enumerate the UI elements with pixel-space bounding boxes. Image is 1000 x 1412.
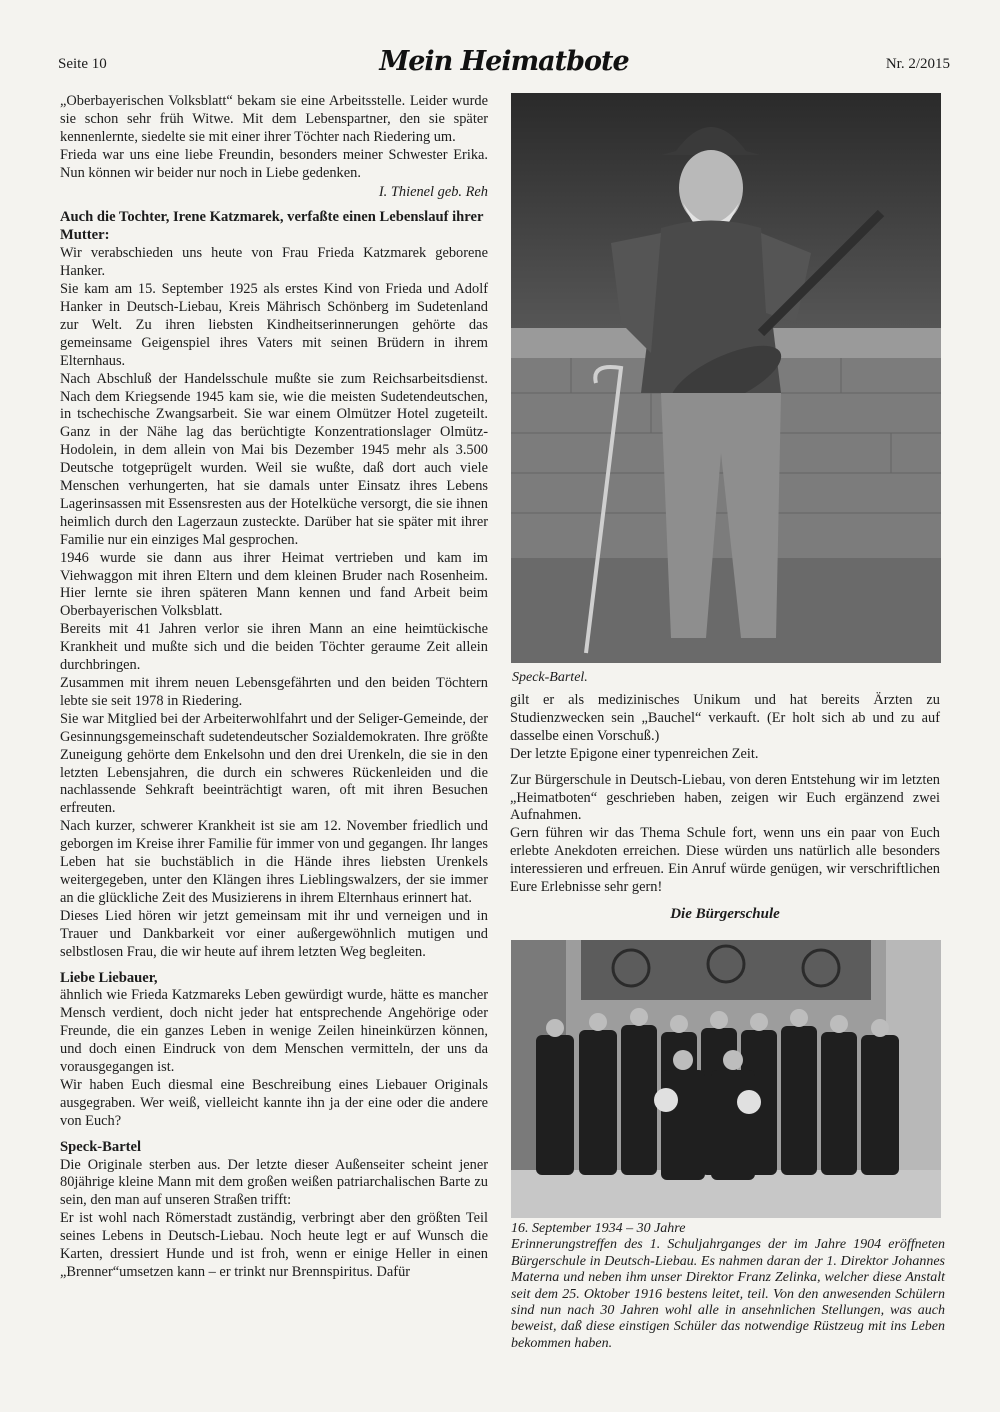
left-column bbox=[60, 93, 488, 1282]
caption-date: 16. September 1934 – 30 Jahre bbox=[511, 1221, 686, 1236]
signature: I. Thienel geb. Reh bbox=[378, 183, 488, 200]
right-column bbox=[510, 692, 940, 924]
paragraph: „Oberbayerischen Volksblatt“ bekam sie eine Arbeitsstelle. Leider wurde sie schon sehr früh Witwe. Mit dem Lebenspartner, den sie später kennenlernte, siedelte sie mit einer ihrer Töchter nach Riedering um. bbox=[60, 93, 488, 145]
masthead-logo: Mein Heimatbote bbox=[379, 46, 629, 77]
page-header bbox=[58, 46, 950, 86]
paragraph: Nach kurzer, schwerer Krankheit ist sie am 12. November friedlich und geborgen im Kreise ihrer Familie für immer von und gegangen. Ihr langes Leben hat sie buchstäblich in die Hände ihres liebsten Urenkels weitergegeben, unter den Klängen ihres Lieblingswalzers, der sie immer an die glückliche Zeit des Musizierens in ihrem Elternhaus erinnert hat. bbox=[60, 818, 488, 906]
paragraph: Der letzte Epigone einer typenreichen Zeit. bbox=[510, 745, 759, 762]
paragraph: Sie kam am 15. September 1925 als erstes Kind von Frieda und Adolf Hanker in Deutsch-Liebau, Kreis Mährisch Schönberg im Sudetenland zur Welt. Zu ihren liebsten Kindheitserinnerungen gehörte das gemeinsame Geigenspiel ihres Vaters mit seinen Brüdern in ihrem Elternhaus. bbox=[60, 281, 488, 369]
paragraph: gilt er als medizinisches Unikum und hat bereits Ärzten zu Studienzwecken sein „Bauchel“ verkauft. (Er holt sich ab und zu auf dasselbe einen Vorschuß.) bbox=[510, 692, 940, 744]
paragraph: Bereits mit 41 Jahren verlor sie ihren Mann an eine heimtückische Krankheit und mußte sich und die beiden Töchter geraume Zeit allein durchbringen. bbox=[60, 621, 488, 674]
paragraph: Die Originale sterben aus. Der letzte dieser Außenseiter scheint jener 80jährige kleine Mann mit dem großen weißen patriarchalischen Barte zu sein, den man auf unseren Straßen trifft: bbox=[60, 1156, 488, 1209]
photo-caption: Speck-Bartel. bbox=[512, 670, 588, 685]
buergerschule-group-photo bbox=[511, 940, 941, 1218]
paragraph: Gern führen wir das Thema Schule fort, wenn uns ein paar von Euch erlebte Anekdoten erreichen. Diese würden uns natürlich alle besonders interessieren und erfreuen. Ein Anruf würde genügen, wir verschriftlichen Eure Erlebnisse sehr gern! bbox=[510, 825, 940, 896]
paragraph: Wir verabschieden uns heute von Frau Frieda Katzmarek geborene Hanker. bbox=[60, 245, 488, 280]
section-title: Die Bürgerschule bbox=[670, 905, 780, 922]
section-heading: Speck-Bartel bbox=[60, 1138, 142, 1155]
speck-bartel-photo bbox=[511, 93, 941, 663]
article-heading: Auch die Tochter, Irene Katzmarek, verfaßte einen Lebenslauf ihrer Mutter: bbox=[60, 209, 484, 244]
paragraph: Wir haben Euch diesmal eine Beschreibung eines Liebauer Originals ausgegraben. Wer weiß, vielleicht kannte ihn ja der eine oder die andere von Euch? bbox=[60, 1076, 488, 1129]
paragraph: 1946 wurde sie dann aus ihrer Heimat vertrieben und kam im Viehwaggon mit ihren Eltern und dem kleinen Bruder nach Rosenheim. Hier lernte sie ihren späteren Mann kennen und fand Arbeit beim Oberbayerischen Volksblatt. bbox=[60, 549, 488, 620]
issue-number: Nr. 2/2015 bbox=[885, 56, 950, 72]
page-number: Seite 10 bbox=[58, 56, 107, 72]
section-heading: Liebe Liebauer, bbox=[60, 969, 158, 986]
caption-text: Erinnerungstreffen des 1. Schuljahrganges der im Jahre 1904 eröffneten Bürgerschule in Deutsch-Liebau. Es nahmen daran der 1. Direktor Johannes Materna und neben ihm unser Direktor Franz Zelinka, welcher diese Anstalt seit dem 25. Oktober 1916 bestens leitet, teil. Von den anwesenden Schülern sind nun nach 30 Jahren wohl alle in ansehnlichen Stellungen, was auch beweist, daß diese einstigen Schüler das notwendige Rüstzeug mit ins Leben bekommen haben. bbox=[511, 1237, 945, 1351]
paragraph: Nach Abschluß der Handelsschule mußte sie zum Reichsarbeitsdienst. Nach dem Kriegsende 1945 kam sie, wie die meisten Sudetendeutschen, in tschechische Zwangsarbeit. Sie war einem Olmützer Hotel zugeteilt. Ganz in der Nähe lag das berüchtigte Konzentrationslager Olmütz-Hodolein, in dem allein von Mai bis Dezember 1945 mehr als 3.500 Deutsche totgeprügelt wurden. Weil sie wußte, daß dort auch viele Menschen verhungerten, hat sie damals unter Einsatz ihres Lebens Lagerinsassen mit Essensresten aus der Hotelküche versorgt, die sie ihnen heimlich durch den Lagerzaun zusteckte. Darüber hat sie später mit ihrer Familie nur ein einziges Mal gesprochen. bbox=[60, 370, 488, 548]
paragraph: Er ist wohl nach Römerstadt zuständig, verbringt aber den größten Teil seines Lebens in Deutsch-Liebau. Noch heute legt er auf Wunsch die Karten, dressiert Hunde und ist froh, wenn er einige Heller in einen „Brenner“umsetzen kann – er trinkt nur Brennspiritus. Dafür bbox=[60, 1210, 488, 1280]
paragraph: ähnlich wie Frieda Katzmareks Leben gewürdigt wurde, hätte es mancher Mensch verdient, doch nicht jeder hat entsprechende Angehörige oder Freunde, die ein ganzes Leben in wenige Zeilen hineinkürzen können, und doch einen Eindruck von dem Menschen vermitteln, der uns da vorausgegangen ist. bbox=[60, 987, 488, 1076]
paragraph: Sie war Mitglied bei der Arbeiterwohlfahrt und der Seliger-Gemeinde, der Gesinnungsgemeinschaft sudetendeutscher Sozialdemokraten. Ihre größte Zuneigung gehörte dem Enkelsohn und den drei Urenkeln, die sie in den letzten Lebensjahren, die durch ein schweres Rückenleiden und die nachlassende Sehkraft beeinträchtigt waren, oft mit ihren Besuchen erfreuten. bbox=[60, 710, 488, 817]
school-photo-caption bbox=[511, 1221, 945, 1352]
paragraph: Zur Bürgerschule in Deutsch-Liebau, von deren Entstehung wir im letzten „Heimatboten“ geschrieben haben, zeigen wir Euch ergänzend zwei Aufnahmen. bbox=[510, 771, 940, 824]
paragraph: Frieda war uns eine liebe Freundin, besonders meiner Schwester Erika. Nun können wir beider nur noch in Liebe gedenken. bbox=[60, 146, 488, 181]
paragraph: Dieses Lied hören wir jetzt gemeinsam mit ihr und verneigen und in Trauer und Dankbarkeit vor einer außergewöhnlich mutigen und selbstlosen Frau, die wir heute auf ihrem letzten Weg begleiten. bbox=[60, 907, 488, 960]
paragraph: Zusammen mit ihrem neuen Lebensgefährten und den beiden Töchtern lebte sie seit 1978 in Riedering. bbox=[60, 675, 488, 709]
